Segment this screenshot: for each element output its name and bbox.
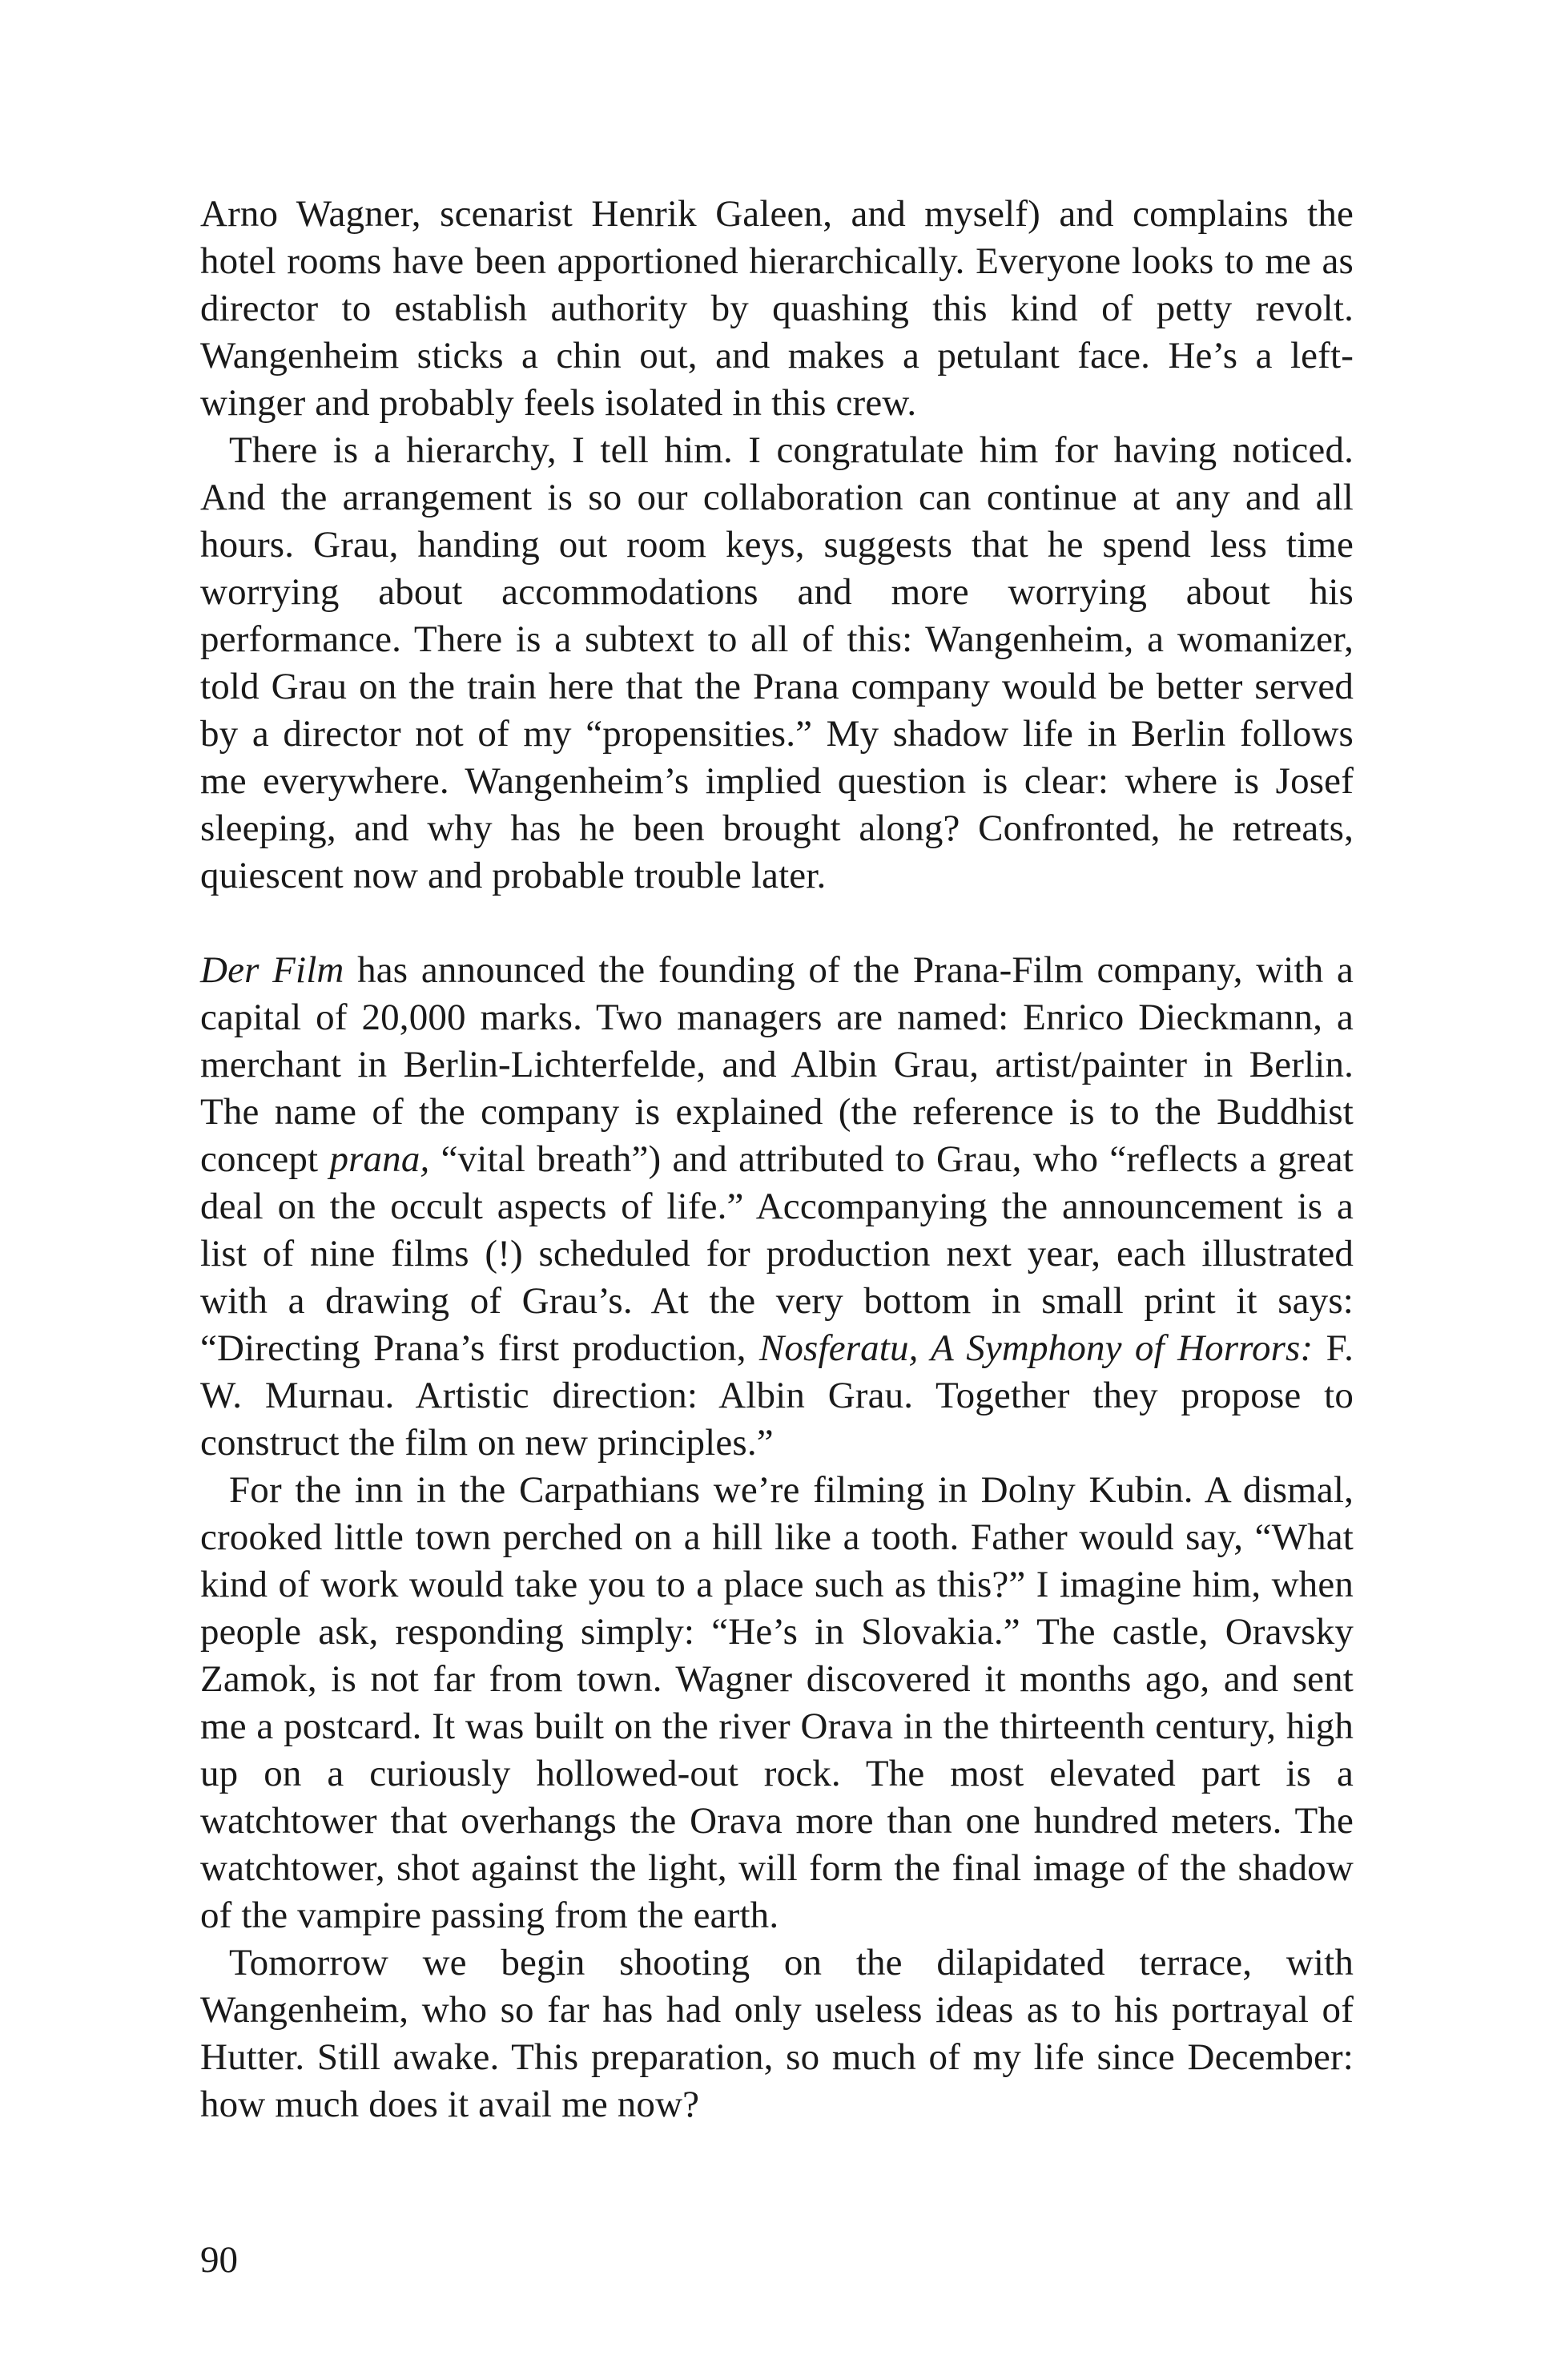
term-prana: prana, xyxy=(329,1138,430,1180)
publication-title-der-film: Der Film xyxy=(200,949,344,991)
paragraph-dolny-kubin: For the inn in the Carpathians we’re filming in Dolny Kubin. A dismal, crooked little town perched on a hill like a tooth. Father would say, “What kind of work would take you to a place such as this?” I imagine him, when people ask, responding simply: “He’s in Slovakia.” The castle, Oravsky Zamok, is not far from town. Wagner discovered it months ago, and sent me a postcard. It was built on the river Orava in the thirteenth century, high up on a curiously hollowed-out rock. The most elevated part is a watchtower that overhangs the Orava more than one hundred meters. The watchtower, shot against the light, will form the final image of the shadow of the vampire passing from the earth. xyxy=(200,1469,1354,1936)
paragraph-tomorrow: Tomorrow we begin shooting on the dilapidated terrace, with Wangenheim, who so far has had only useless ideas as to his portrayal of Hutter. Still awake. This preparation, so much of my life since December: how much does it avail me now? xyxy=(200,1942,1354,2125)
paragraph-hierarchy: There is a hierarchy, I tell him. I congratulate him for having noticed. And the arrangement is so our collaboration can continue at any and all hours. Grau, handing out room keys, suggests that he spend less time worrying about accommodations and more worrying about his performance. There is a subtext to all of this: Wangenheim, a womanizer, told Grau on the train here that the Prana company would be better served by a director not of my “propensities.” My shadow life in Berlin follows me everywhere. Wangenheim’s implied question is clear: where is Josef sleeping, and why has he been brought along? Confronted, he retreats, quiescent now and probable trouble later. xyxy=(200,429,1354,896)
announcement-text-b: “vital breath”) and attributed to Grau, who “reflects a great deal on the occult aspects of life.” Accompanying the announcement is a list of nine films (!) scheduled for production next year, each illustrated with a drawing of Grau’s. At the very bottom in small print it says: “Directing Prana’s first production, xyxy=(200,1138,1354,1369)
section-break xyxy=(200,900,1354,947)
paragraph-prana-announcement xyxy=(200,947,1354,1467)
body-text xyxy=(200,191,1354,2128)
page-number: 90 xyxy=(200,2239,238,2281)
paragraph-wangenheim-complaint: Arno Wagner, scenarist Henrik Galeen, and myself) and complains the hotel rooms have been apportioned hierarchically. Everyone looks to me as director to establish authority by quashing this kind of petty revolt. Wangenheim sticks a chin out, and makes a petulant face. He’s a left-winger and probably feels isolated in this crew. xyxy=(200,193,1354,424)
announcement-text-a: has announced the founding of the Prana-Film company, with a capital of 20,000 marks. Two managers are named: Enrico Dieckmann, a merchant in Berlin-Lichterfelde, and Albin Grau, artist/painter in Berlin. The name of the company is explained (the reference is to the Buddhist concept xyxy=(200,949,1354,1180)
announcement-text-c: F. W. Murnau. Artistic direction: Albin Grau. Together they propose to construct the film on new principles.” xyxy=(200,1327,1354,1464)
film-title-nosferatu: Nosferatu, A Symphony of Horrors: xyxy=(758,1327,1314,1369)
